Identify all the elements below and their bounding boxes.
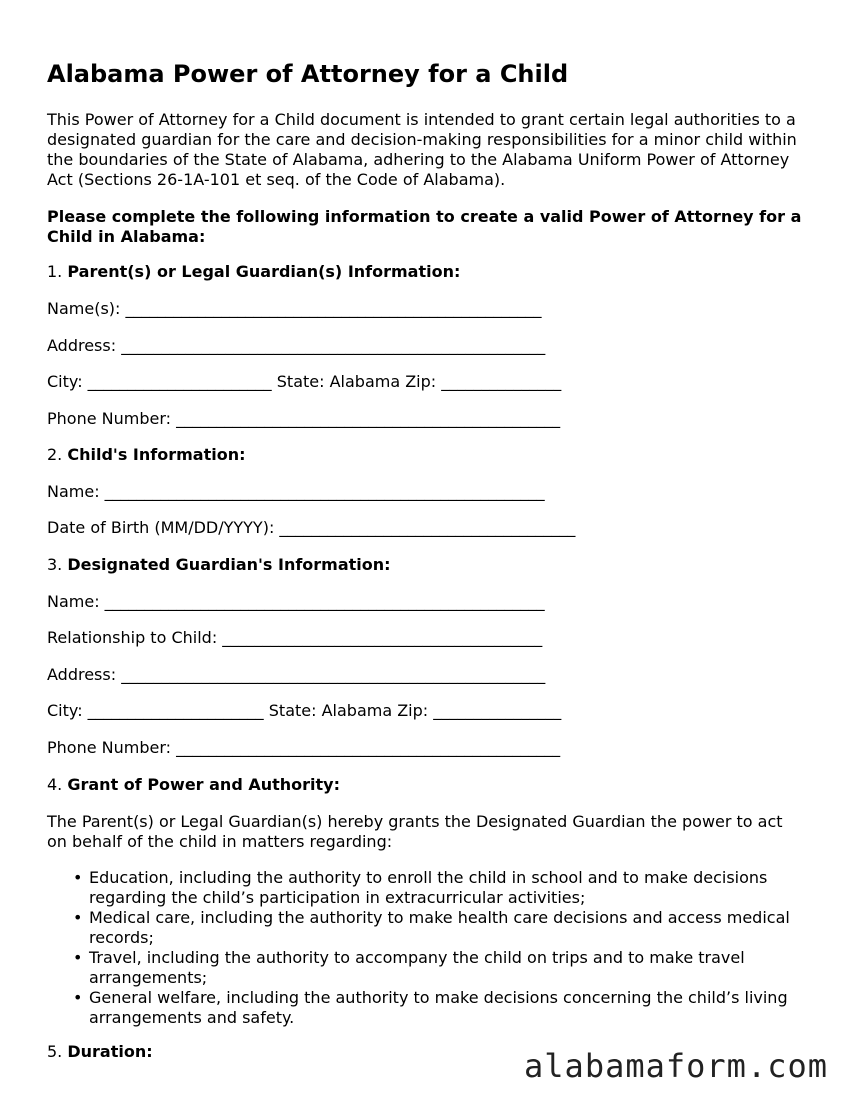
- instructions-heading: Please complete the following information to create a valid Power of Attorney for a Child in Alabama:: [47, 207, 802, 246]
- document-title: Alabama Power of Attorney for a Child: [47, 60, 569, 88]
- parent-address-field[interactable]: Address: _____________________________________________________: [47, 336, 546, 355]
- section-number: 5.: [47, 1042, 63, 1061]
- guardian-relationship-field[interactable]: Relationship to Child: ________________________________________: [47, 628, 543, 647]
- watermark-text: alabamaform.com: [524, 1047, 828, 1085]
- intro-paragraph: This Power of Attorney for a Child document is intended to grant certain legal authorities to a designated guardian for the care and decision-making responsibilities for a minor child within the boundaries of the State of Alabama, adhering to the Alabama Uniform Power of Attorney Act (Sections 26-1A-101 et seq. of the Code of Alabama).: [47, 110, 797, 189]
- section-title: Designated Guardian's Information:: [67, 555, 391, 574]
- child-dob-field[interactable]: Date of Birth (MM/DD/YYYY): _____________________________________: [47, 518, 576, 537]
- guardian-name-field[interactable]: Name: _______________________________________________________: [47, 592, 545, 611]
- child-name-field[interactable]: Name: _______________________________________________________: [47, 482, 545, 501]
- parent-phone-field[interactable]: Phone Number: ________________________________________________: [47, 409, 561, 428]
- section-number: 3.: [47, 555, 63, 574]
- section-number: 2.: [47, 445, 63, 464]
- section-5-heading: [47, 1042, 153, 1062]
- list-item: • General welfare, including the authority to make decisions concerning the child’s living arrangements and safety.: [47, 988, 807, 1028]
- grant-paragraph: The Parent(s) or Legal Guardian(s) hereby grants the Designated Guardian the power to act on behalf of the child in matters regarding:: [47, 812, 783, 851]
- section-title: Child's Information:: [67, 445, 246, 464]
- section-1-heading: [47, 262, 460, 282]
- section-number: 4.: [47, 775, 63, 794]
- powers-list: [47, 868, 807, 1028]
- section-4-heading: [47, 775, 340, 795]
- guardian-city-state-zip-field[interactable]: City: ______________________ State: Alabama Zip: ________________: [47, 701, 562, 720]
- parent-city-state-zip-field[interactable]: City: _______________________ State: Alabama Zip: _______________: [47, 372, 562, 391]
- document-page: [47, 58, 807, 1061]
- section-title: Duration:: [67, 1042, 153, 1061]
- list-item: • Travel, including the authority to accompany the child on trips and to make travel arrangements;: [47, 948, 807, 988]
- section-title: Grant of Power and Authority:: [67, 775, 340, 794]
- section-number: 1.: [47, 262, 63, 281]
- guardian-address-field[interactable]: Address: _____________________________________________________: [47, 665, 546, 684]
- parent-names-field[interactable]: Name(s): ____________________________________________________: [47, 299, 542, 318]
- section-3-heading: [47, 555, 391, 575]
- list-item: • Education, including the authority to enroll the child in school and to make decisions regarding the child’s participation in extracurricular activities;: [47, 868, 807, 908]
- section-2-heading: [47, 445, 245, 465]
- guardian-phone-field[interactable]: Phone Number: ________________________________________________: [47, 738, 561, 757]
- section-title: Parent(s) or Legal Guardian(s) Information:: [67, 262, 461, 281]
- list-item: • Medical care, including the authority to make health care decisions and access medical records;: [47, 908, 807, 948]
